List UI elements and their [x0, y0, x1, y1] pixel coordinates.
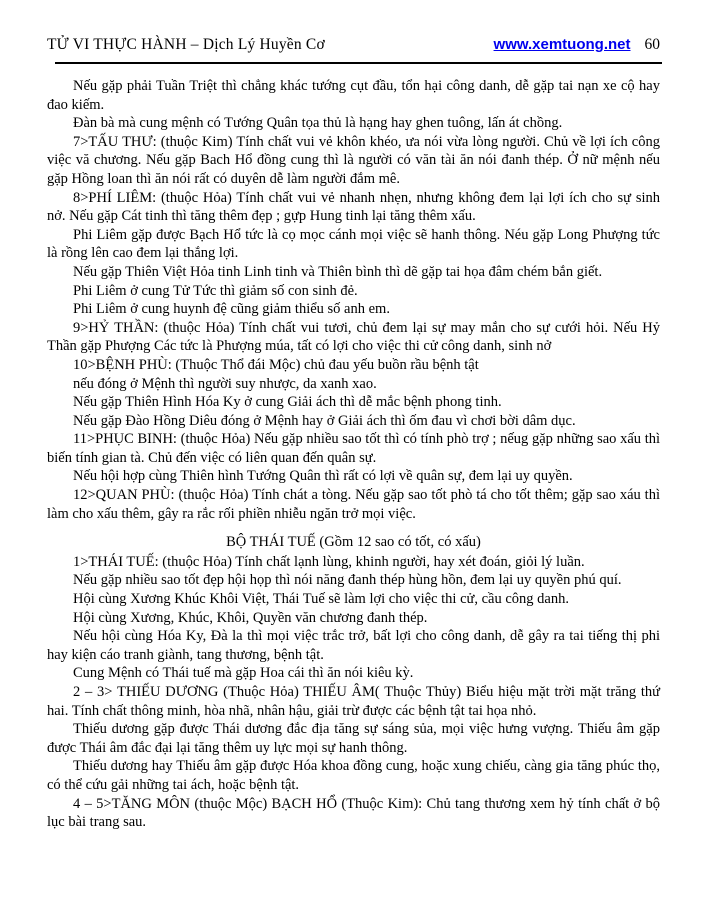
paragraph: 1>THÁI TUẾ: (thuộc Hỏa) Tính chất lạnh lùng, khinh người, hay xét đoán, giỏi lý luần. — [73, 553, 585, 570]
section-heading: BỘ THÁI TUẾ (Gồm 12 sao có tốt, có xấu) — [226, 534, 481, 551]
paragraph: Nếu hội hợp cùng Thiên hình Tướng Quân thì rất có lợi về quân sự, đem lại uy quyền. — [73, 468, 573, 485]
paragraph: Hội cùng Xương, Khúc, Khôi, Quyền văn chương đanh thép. — [73, 609, 428, 626]
paragraph: 8>PHÍ LIÊM: (thuộc Hỏa) Tính chất vui vẻ nhanh nhẹn, nhưng không đem lại lợi ích cho sự sinh nở. Nếu gặp Cát tinh thì tăng thêm đẹp ; gựp Hung tinh lại tăng thêm xấu. — [47, 189, 660, 225]
site-link[interactable]: www.xemtuong.net — [493, 36, 631, 53]
paragraph: 7>TẤU THƯ: (thuộc Kim) Tính chất vui vẻ khôn khéo, ưa nói vừa lòng người. Chủ về lợi ích công việc vă chương. Nếu gặp Bach Hổ đồng cung thì là người có văn tài ăn nói đanh thép. Ở nữ mệnh nếu gặp Hồng loan thì ăn nói rất có duyên dễ làm người đắm mê. — [47, 133, 660, 187]
paragraph: Thiếu dương hay Thiếu âm gặp được Hóa khoa đồng cung, hoặc xung chiếu, càng gia tăng phúc thọ, có thể cứu gải những tai ách, hoặc bệnh tật. — [47, 758, 660, 793]
paragraph: Nếu gặp Thiên Hình Hóa Ky ở cung Giải ách thì dễ mắc bệnh phong tinh. — [73, 394, 502, 411]
header-divider — [55, 62, 662, 64]
paragraph: Đàn bà mà cung mệnh có Tướng Quân tọa thủ là hạng hay ghen tuông, lấn át chồng. — [73, 115, 563, 132]
paragraph: Phi Liêm ở cung Tử Tức thì giảm số con sinh đẻ. — [73, 282, 358, 299]
paragraph: 9>HỶ THẦN: (thuộc Hỏa) Tính chất vui tươi, chủ đem lại sự may mắn cho sự cưới hỏi. Nếu Hỷ Thần gặp Phượng Các tức là Phượng múa, tất có lợi cho việc thi cử công danh, sinh nở — [47, 319, 660, 355]
paragraph: Phi Liêm gặp được Bạch Hổ tức là cọ mọc cánh mọi việc sẽ hanh thông. Néu gặp Long Phượng tức là rồng lên cao đem lại thắng lợi. — [47, 226, 660, 262]
paragraph: 10>BỆNH PHÙ: (Thuộc Thổ đái Mộc) chủ đau yếu buồn rầu bệnh tật — [73, 356, 479, 373]
paragraph: Cung Mệnh có Thái tuế mà gặp Hoa cái thì ăn nói kiêu kỳ. — [73, 665, 414, 682]
paragraph: 11>PHỤC BINH: (thuộc Hỏa) Nếu gặp nhiều sao tốt thì có tính phò trợ ; nếug gặp những sao xấu thì biến tính gian tà. Chủ đến việc có liên quan đến quân sự. — [47, 431, 660, 466]
document-body — [47, 77, 660, 832]
paragraph: nếu đóng ở Mệnh thì người suy nhược, da xanh xao. — [73, 375, 377, 392]
paragraph: Nếu gặp Thiên Việt Hỏa tinh Linh tinh và Thiên bình thì dẽ gặp tai họa đâm chém bắn giết. — [73, 263, 603, 280]
paragraph: Hội cùng Xương Khúc Khôi Việt, Thái Tuế sẽ làm lợi cho việc thi cử, cầu công danh. — [73, 591, 569, 608]
header-right — [494, 36, 660, 54]
paragraph: Nếu gặp nhiều sao tốt đẹp hội họp thì nói năng đanh thép hùng hồn, đem lại uy quyền phú quí. — [73, 572, 622, 589]
document-title: TỬ VI THỰC HÀNH – Dịch Lý Huyền Cơ — [47, 36, 325, 53]
paragraph: Nếu gặp Đào Hồng Diêu đóng ở Mệnh hay ở Giải ách thì ốm đau vì chơi bời dâm dục. — [73, 412, 576, 429]
page-header — [47, 36, 660, 54]
paragraph: 12>QUAN PHÙ: (thuộc Hỏa) Tính chát a tòng. Nếu gặp sao tốt phò tá cho tốt thêm; gặp sao xáu thì làm cho xấu thêm, gây ra rắc rối phiền nhiễu ngăn trở mọi việc. — [47, 487, 660, 522]
paragraph: Phi Liêm ở cung huynh đệ cũng giảm thiểu số anh em. — [73, 301, 390, 318]
paragraph: Nếu gặp phải Tuần Triệt thì chẳng khác tướng cụt đầu, tổn hại công danh, dễ gặp tai nạn xe cộ hay đao kiếm. — [47, 78, 660, 113]
paragraph: 2 – 3> THIẾU DƯƠNG (Thuộc Hỏa) THIẾU ÂM( Thuộc Thủy) Biểu hiệu mặt trời mặt trăng thứ hai. Tính chất thông minh, hòa nhã, nhân hậu, giải trừ được các bệnh tật tai họa nhỏ. — [47, 684, 660, 719]
paragraph: Thiếu dương gặp được Thái dương đắc địa tăng sự sáng sủa, mọi việc hưng vượng. Thiếu âm gặp được Thái âm đắc đại lại tăng thêm uy lực mọi sự hanh thông. — [47, 721, 660, 756]
paragraph: 4 – 5>TĂNG MÔN (thuộc Mộc) BẠCH HỔ (Thuộc Kim): Chủ tang thương xem hỷ tính chất ở bộ lục bài trang sau. — [47, 795, 660, 831]
paragraph: Nếu hội cùng Hóa Ky, Đà la thì mọi việc trắc trở, bất lợi cho công danh, dễ gây ra tai tiếng thị phi hay kiện cáo tranh giành, tang thương, bệnh tật. — [47, 628, 660, 663]
page-number: 60 — [644, 36, 660, 53]
